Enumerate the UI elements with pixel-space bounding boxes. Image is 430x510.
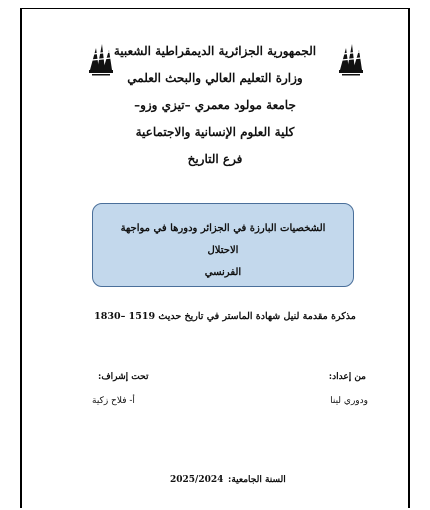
thesis-description: مذكرة مقدمة لنيل شهادة الماستر في تاريخ حديث 1519 –1830 [94, 311, 356, 322]
academic-year-value: 2025/2024 [170, 475, 224, 485]
header-republic: الجمهورية الجزائرية الديمقراطية الشعبية [113, 44, 317, 58]
thesis-title-line1: الشخصيات البارزة في الجزائر ودورها في مواجهة الاحتلال [120, 223, 326, 256]
header-department: فرع التاريخ [187, 152, 243, 166]
thesis-title-box [92, 203, 354, 287]
header-university: جامعة مولود معمري –تيزي وزو– [134, 98, 296, 112]
supervised-by-label: تحت إشراف: [98, 372, 149, 382]
supervisor-name: أ- فلاح زكية [92, 396, 135, 406]
academic-year-label: السنة الجامعية: [228, 475, 286, 485]
prepared-by-label: من إعداد: [328, 372, 366, 382]
header-ministry: وزارة التعليم العالي والبحث العلمي [127, 71, 303, 85]
student-name: ودوري لينا [330, 396, 368, 406]
thesis-title-line2: الفرنسي [204, 267, 242, 278]
header-faculty: كلية العلوم الإنسانية والاجتماعية [135, 125, 295, 139]
